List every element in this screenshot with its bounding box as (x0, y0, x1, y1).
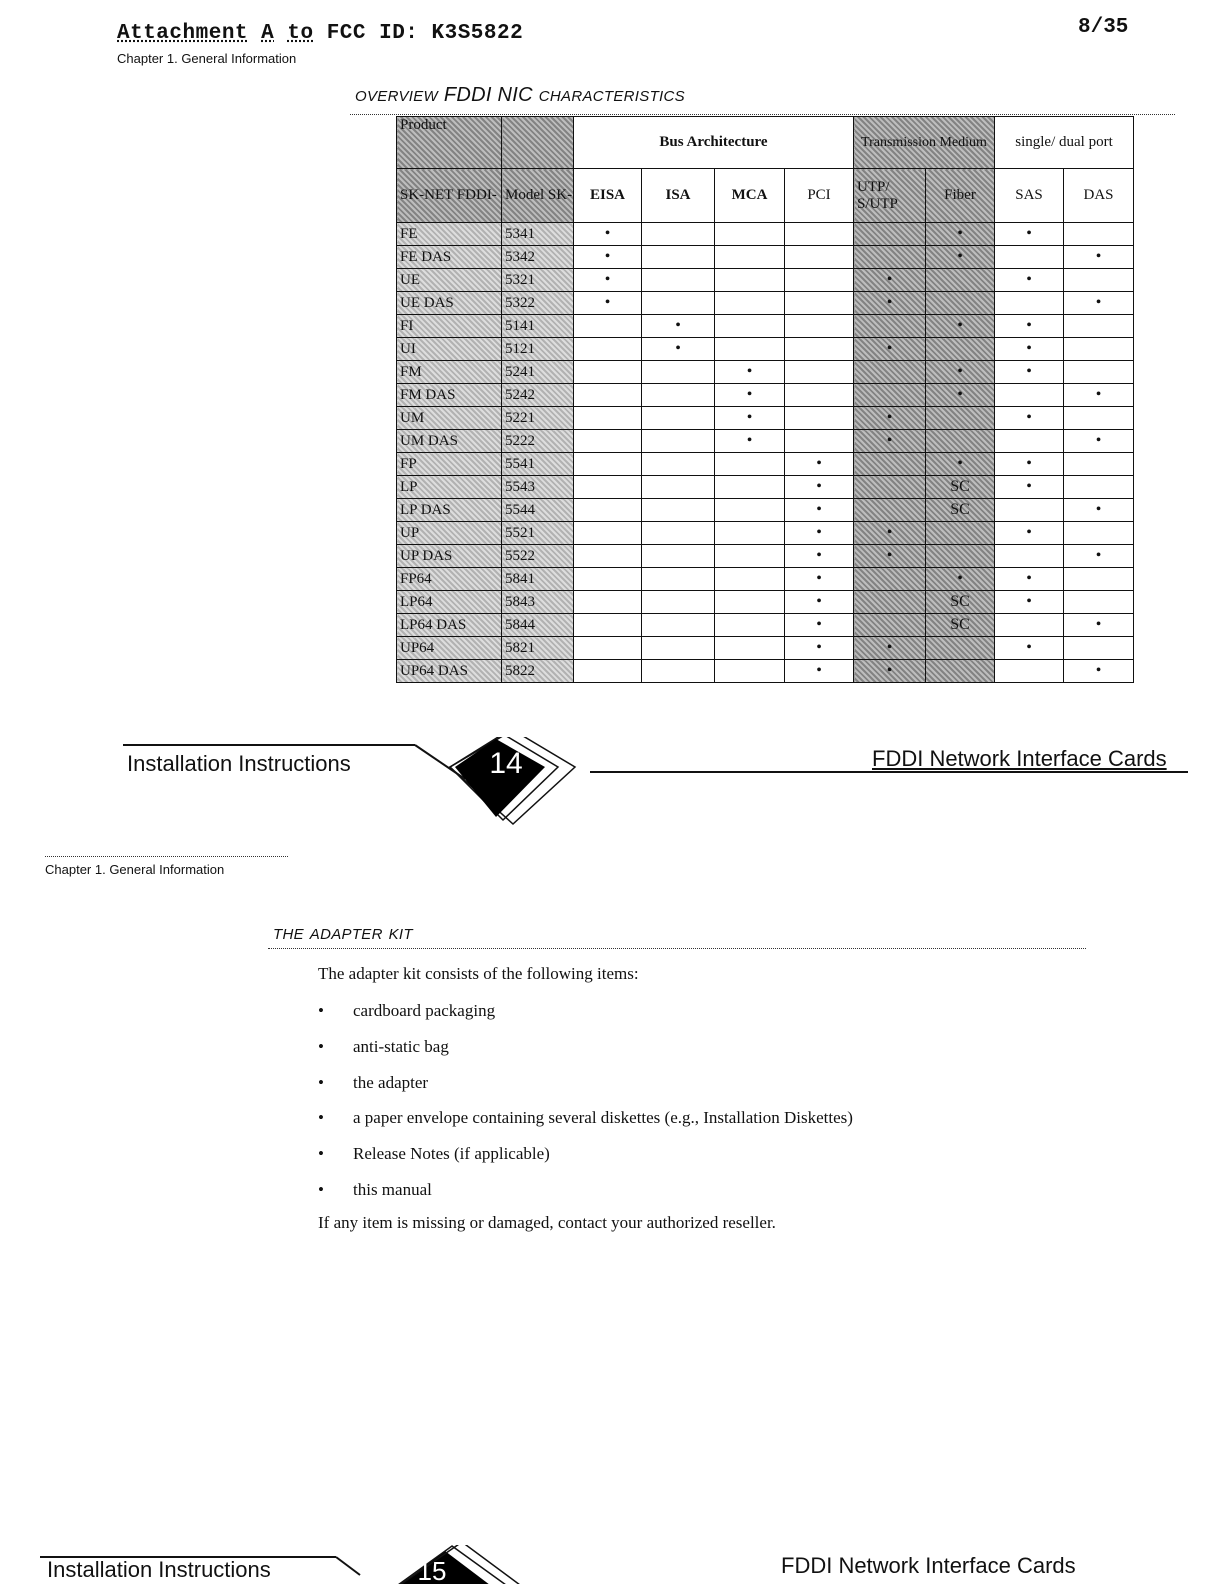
cell-product: UP64 DAS (397, 660, 502, 683)
col-product: Product (397, 117, 502, 169)
cell-fiber (926, 269, 995, 292)
cell-eisa (574, 430, 642, 453)
col-utp: UTP/ S/UTP (854, 169, 926, 223)
cell-fiber: • (926, 361, 995, 384)
list-item (318, 1143, 853, 1179)
cell-model: 5241 (502, 361, 574, 384)
cell-eisa (574, 522, 642, 545)
table-row (397, 453, 1134, 476)
cell-model: 5522 (502, 545, 574, 568)
list-item-text: cardboard packaging (353, 1001, 496, 1020)
cell-isa (642, 246, 715, 269)
cell-sas (995, 499, 1064, 522)
cell-das (1064, 361, 1134, 384)
cell-eisa (574, 568, 642, 591)
overview-heading (355, 84, 685, 107)
cell-utp (854, 476, 926, 499)
cell-model: 5141 (502, 315, 574, 338)
list-item (318, 1179, 853, 1215)
attachment-title (117, 22, 523, 45)
cell-sas: • (995, 568, 1064, 591)
cell-isa (642, 453, 715, 476)
cell-isa (642, 384, 715, 407)
col-eisa: EISA (574, 169, 642, 223)
cell-mca (715, 499, 785, 522)
cell-utp: • (854, 338, 926, 361)
cell-pci: • (785, 545, 854, 568)
table-row (397, 338, 1134, 361)
overview-heading-suffix: CHARACTERISTICS (538, 88, 685, 105)
cell-sas: • (995, 522, 1064, 545)
cell-pci (785, 338, 854, 361)
cell-product: LP64 DAS (397, 614, 502, 637)
cell-pci (785, 384, 854, 407)
cell-pci (785, 292, 854, 315)
cell-product: UP DAS (397, 545, 502, 568)
table-row (397, 499, 1134, 522)
col-das: DAS (1064, 169, 1134, 223)
cell-fiber: • (926, 223, 995, 246)
cell-mca (715, 545, 785, 568)
cell-fiber (926, 637, 995, 660)
cell-model: 5121 (502, 338, 574, 361)
cell-isa (642, 499, 715, 522)
cell-das (1064, 315, 1134, 338)
cell-pci (785, 315, 854, 338)
col-fiber: Fiber (926, 169, 995, 223)
list-item (318, 1072, 853, 1108)
cell-isa (642, 568, 715, 591)
cell-pci: • (785, 614, 854, 637)
cell-model: 5821 (502, 637, 574, 660)
cell-pci: • (785, 499, 854, 522)
table-row (397, 568, 1134, 591)
cell-pci: • (785, 476, 854, 499)
table-body (397, 223, 1134, 683)
cell-sas (995, 430, 1064, 453)
cell-das: • (1064, 660, 1134, 683)
cell-mca: • (715, 384, 785, 407)
adapter-kit-outro: If any item is missing or damaged, contact your authorized reseller. (318, 1213, 776, 1232)
cell-sas (995, 660, 1064, 683)
cell-eisa (574, 384, 642, 407)
col-model-top (502, 117, 574, 169)
cell-fiber: • (926, 568, 995, 591)
cell-utp: • (854, 430, 926, 453)
attachment-a: A (261, 22, 275, 45)
chapter-label-2: Chapter 1. General Information (45, 862, 225, 877)
page-counter: 8/35 (1078, 16, 1129, 39)
cell-pci: • (785, 591, 854, 614)
cell-fiber (926, 522, 995, 545)
cell-model: 5843 (502, 591, 574, 614)
cell-fiber (926, 660, 995, 683)
cell-mca: • (715, 361, 785, 384)
table-row (397, 246, 1134, 269)
cell-sas: • (995, 407, 1064, 430)
cell-das (1064, 223, 1134, 246)
cell-eisa (574, 660, 642, 683)
cell-sas: • (995, 591, 1064, 614)
cell-product: FE (397, 223, 502, 246)
cell-utp: • (854, 660, 926, 683)
cell-utp: • (854, 545, 926, 568)
cell-sas (995, 384, 1064, 407)
cell-fiber (926, 338, 995, 361)
cell-utp: • (854, 407, 926, 430)
cell-fiber: • (926, 246, 995, 269)
table-row (397, 407, 1134, 430)
col-mca: MCA (715, 169, 785, 223)
cell-das: • (1064, 499, 1134, 522)
cell-utp (854, 361, 926, 384)
cell-model: 5242 (502, 384, 574, 407)
cell-eisa (574, 476, 642, 499)
cell-utp (854, 384, 926, 407)
list-item-text: anti-static bag (353, 1036, 449, 1056)
cell-product: LP64 (397, 591, 502, 614)
cell-fiber: • (926, 453, 995, 476)
cell-eisa (574, 637, 642, 660)
cell-sas: • (995, 453, 1064, 476)
cell-mca (715, 338, 785, 361)
overview-heading-prefix: OVERVIEW (355, 88, 438, 105)
cell-fiber (926, 430, 995, 453)
cell-sas: • (995, 223, 1064, 246)
cell-fiber: SC (926, 614, 995, 637)
table-row (397, 430, 1134, 453)
cell-product: FE DAS (397, 246, 502, 269)
footer-left-text: Installation Instructions (127, 751, 351, 776)
cell-pci: • (785, 637, 854, 660)
cell-utp (854, 591, 926, 614)
cell-pci: • (785, 522, 854, 545)
cell-sas (995, 246, 1064, 269)
cell-mca (715, 660, 785, 683)
cell-pci (785, 361, 854, 384)
cell-das: • (1064, 545, 1134, 568)
col-sk-net-fddi: SK-NET FDDI- (397, 169, 502, 223)
cell-das: • (1064, 614, 1134, 637)
cell-isa (642, 545, 715, 568)
list-item (318, 1000, 853, 1036)
cell-utp (854, 614, 926, 637)
cell-fiber: • (926, 384, 995, 407)
overview-heading-mid: FDDI NIC (443, 84, 533, 106)
cell-isa (642, 637, 715, 660)
cell-utp (854, 499, 926, 522)
cell-mca (715, 315, 785, 338)
cell-model: 5844 (502, 614, 574, 637)
cell-isa (642, 591, 715, 614)
cell-pci (785, 407, 854, 430)
cell-mca (715, 476, 785, 499)
list-item-text: the adapter (353, 1072, 429, 1092)
cell-product: UM DAS (397, 430, 502, 453)
cell-model: 5544 (502, 499, 574, 522)
cell-fiber (926, 292, 995, 315)
cell-model: 5221 (502, 407, 574, 430)
page-badge-number: 14 (489, 747, 523, 780)
fddi-nic-table (396, 116, 1134, 683)
col-isa: ISA (642, 169, 715, 223)
footer2-rule-slant (336, 1557, 360, 1575)
adapter-kit-divider (268, 948, 1086, 949)
cell-das (1064, 338, 1134, 361)
adapter-kit-heading-w2: ADAPTER (309, 926, 383, 943)
cell-fiber (926, 407, 995, 430)
adapter-kit-heading-w1: THE (273, 926, 304, 943)
cell-sas: • (995, 315, 1064, 338)
cell-utp: • (854, 522, 926, 545)
list-item-text: a paper envelope containing several diskettes (e.g., Installation Diskettes) (353, 1108, 853, 1128)
adapter-kit-heading (273, 922, 413, 945)
bullet-icon: • (318, 1144, 324, 1164)
cell-product: UE DAS (397, 292, 502, 315)
cell-product: FM DAS (397, 384, 502, 407)
cell-pci (785, 430, 854, 453)
overview-divider (350, 114, 1175, 115)
cell-eisa (574, 499, 642, 522)
cell-mca: • (715, 407, 785, 430)
cell-isa (642, 476, 715, 499)
cell-utp: • (854, 292, 926, 315)
table-row (397, 591, 1134, 614)
table-row (397, 614, 1134, 637)
cell-das: • (1064, 384, 1134, 407)
cell-utp (854, 568, 926, 591)
cell-sas: • (995, 338, 1064, 361)
cell-mca (715, 637, 785, 660)
cell-mca (715, 453, 785, 476)
cell-isa (642, 361, 715, 384)
cell-isa (642, 614, 715, 637)
cell-sas: • (995, 637, 1064, 660)
cell-mca (715, 269, 785, 292)
cell-isa: • (642, 338, 715, 361)
cell-fiber: SC (926, 591, 995, 614)
col-sas: SAS (995, 169, 1064, 223)
cell-pci: • (785, 660, 854, 683)
cell-utp (854, 315, 926, 338)
cell-isa (642, 407, 715, 430)
table-row (397, 292, 1134, 315)
chapter-divider (45, 856, 288, 857)
col-port: single/ dual port (995, 117, 1134, 169)
attachment-word: Attachment (117, 22, 249, 45)
table-row (397, 269, 1134, 292)
cell-isa (642, 269, 715, 292)
cell-utp (854, 453, 926, 476)
table-row (397, 660, 1134, 683)
list-item (318, 1107, 853, 1143)
cell-das (1064, 453, 1134, 476)
cell-isa (642, 660, 715, 683)
cell-fiber: • (926, 315, 995, 338)
cell-sas (995, 292, 1064, 315)
adapter-kit-intro: The adapter kit consists of the following items: (318, 964, 639, 983)
cell-das: • (1064, 246, 1134, 269)
cell-isa (642, 292, 715, 315)
cell-model: 5521 (502, 522, 574, 545)
cell-sas: • (995, 361, 1064, 384)
table-row (397, 637, 1134, 660)
attachment-fcc-id: FCC ID: K3S5822 (326, 22, 524, 45)
cell-eisa: • (574, 223, 642, 246)
cell-product: FM (397, 361, 502, 384)
cell-das (1064, 637, 1134, 660)
cell-product: FP (397, 453, 502, 476)
cell-mca (715, 223, 785, 246)
cell-product: LP DAS (397, 499, 502, 522)
cell-sas: • (995, 476, 1064, 499)
cell-das (1064, 522, 1134, 545)
list-item (318, 1036, 853, 1072)
list-item-text: this manual (353, 1179, 432, 1199)
cell-mca (715, 522, 785, 545)
cell-das (1064, 568, 1134, 591)
cell-das (1064, 407, 1134, 430)
cell-mca: • (715, 430, 785, 453)
cell-pci: • (785, 568, 854, 591)
cell-model: 5322 (502, 292, 574, 315)
list-item-text: Release Notes (if applicable) (353, 1144, 550, 1164)
cell-model: 5541 (502, 453, 574, 476)
cell-isa (642, 223, 715, 246)
cell-das: • (1064, 430, 1134, 453)
table-row (397, 315, 1134, 338)
col-bus-architecture: Bus Architecture (574, 117, 854, 169)
cell-product: UE (397, 269, 502, 292)
cell-utp: • (854, 269, 926, 292)
footer2-right-text: FDDI Network Interface Cards (781, 1553, 1076, 1578)
cell-model: 5321 (502, 269, 574, 292)
cell-product: LP (397, 476, 502, 499)
table-row (397, 223, 1134, 246)
cell-model: 5341 (502, 223, 574, 246)
chapter-label: Chapter 1. General Information (117, 51, 297, 66)
bullet-icon: • (318, 1036, 324, 1056)
table-row (397, 522, 1134, 545)
cell-pci (785, 223, 854, 246)
cell-eisa (574, 315, 642, 338)
bullet-icon: • (318, 1108, 324, 1128)
cell-das (1064, 476, 1134, 499)
cell-sas (995, 545, 1064, 568)
cell-fiber (926, 545, 995, 568)
table-row (397, 361, 1134, 384)
footer-right-text: FDDI Network Interface Cards (872, 746, 1167, 771)
footer2-left-text: Installation Instructions (47, 1557, 271, 1582)
cell-sas: • (995, 269, 1064, 292)
cell-mca (715, 614, 785, 637)
cell-fiber: SC (926, 499, 995, 522)
cell-das (1064, 591, 1134, 614)
cell-model: 5841 (502, 568, 574, 591)
cell-eisa (574, 614, 642, 637)
bullet-icon: • (318, 1179, 324, 1199)
cell-das (1064, 269, 1134, 292)
cell-utp (854, 223, 926, 246)
cell-sas (995, 614, 1064, 637)
adapter-kit-list (318, 1000, 853, 1215)
cell-eisa (574, 361, 642, 384)
cell-utp: • (854, 637, 926, 660)
cell-mca (715, 246, 785, 269)
cell-isa: • (642, 315, 715, 338)
col-transmission-medium: Transmission Medium (854, 117, 995, 169)
cell-product: UP64 (397, 637, 502, 660)
cell-fiber: SC (926, 476, 995, 499)
col-pci: PCI (785, 169, 854, 223)
attachment-to: to (287, 22, 314, 45)
cell-model: 5222 (502, 430, 574, 453)
cell-product: UM (397, 407, 502, 430)
cell-model: 5543 (502, 476, 574, 499)
cell-product: FP64 (397, 568, 502, 591)
cell-mca (715, 568, 785, 591)
cell-eisa: • (574, 246, 642, 269)
cell-pci (785, 246, 854, 269)
cell-eisa (574, 407, 642, 430)
adapter-kit-heading-w3: KIT (388, 926, 413, 943)
cell-das: • (1064, 292, 1134, 315)
cell-pci (785, 269, 854, 292)
table-row (397, 384, 1134, 407)
cell-eisa (574, 453, 642, 476)
cell-model: 5342 (502, 246, 574, 269)
cell-utp (854, 246, 926, 269)
cell-isa (642, 522, 715, 545)
cell-mca (715, 591, 785, 614)
cell-eisa (574, 545, 642, 568)
cell-eisa (574, 591, 642, 614)
cell-isa (642, 430, 715, 453)
page-badge-number-2: 15 (417, 1556, 447, 1586)
cell-product: FI (397, 315, 502, 338)
cell-mca (715, 292, 785, 315)
table-row (397, 545, 1134, 568)
cell-eisa: • (574, 292, 642, 315)
col-model-sk: Model SK- (502, 169, 574, 223)
cell-model: 5822 (502, 660, 574, 683)
bullet-icon: • (318, 1001, 324, 1020)
cell-product: UP (397, 522, 502, 545)
bullet-icon: • (318, 1072, 324, 1092)
cell-eisa (574, 338, 642, 361)
cell-pci: • (785, 453, 854, 476)
cell-product: UI (397, 338, 502, 361)
table-row (397, 476, 1134, 499)
cell-eisa: • (574, 269, 642, 292)
